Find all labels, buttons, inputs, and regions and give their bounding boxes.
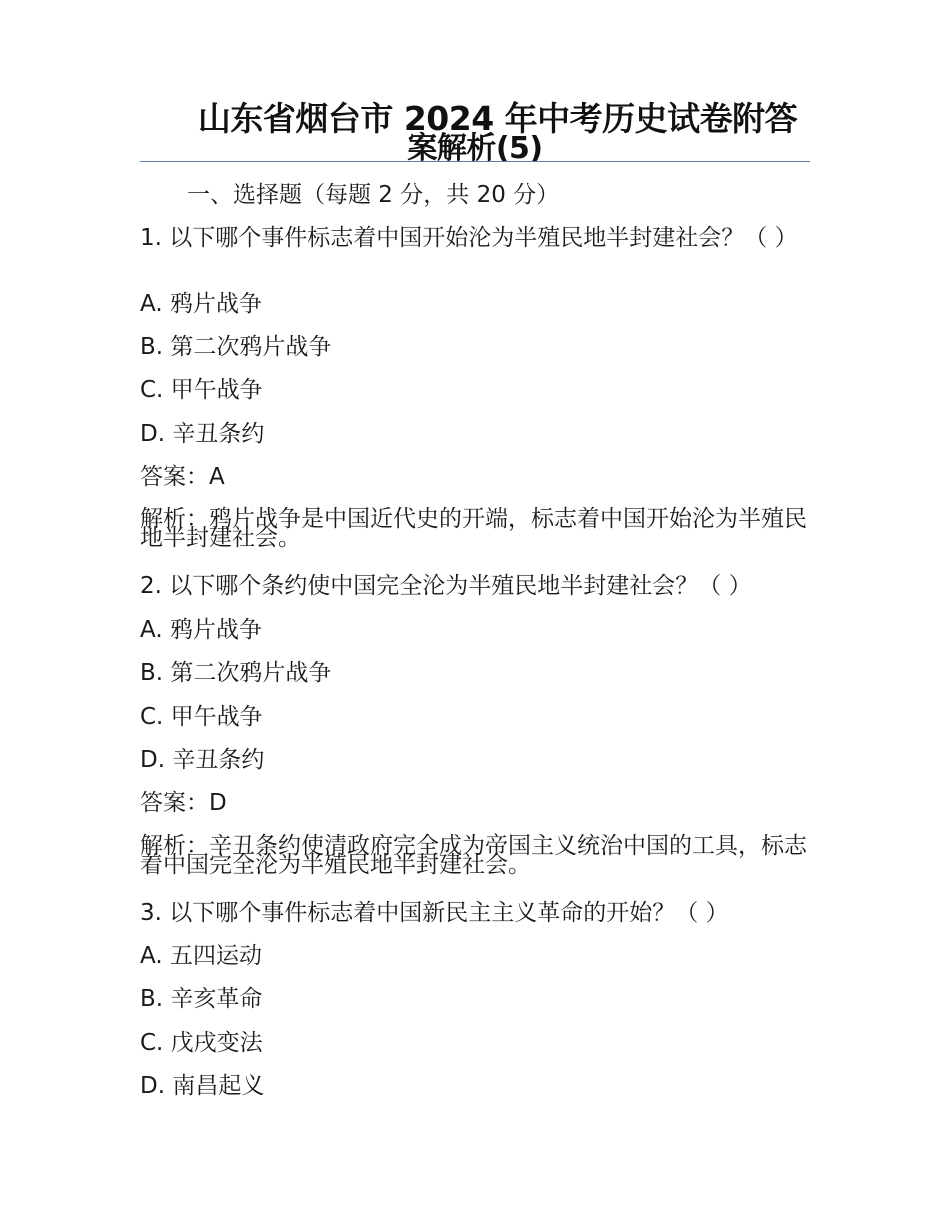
title-underline bbox=[140, 161, 810, 162]
question-3-option-a: A. 五四运动 bbox=[140, 943, 262, 969]
question-1-option-a: A. 鸦片战争 bbox=[140, 291, 262, 317]
question-3-option-d: D. 南昌起义 bbox=[140, 1073, 265, 1099]
question-1-stem: 1. 以下哪个事件标志着中国开始沦为半殖民地半封建社会？（ ） bbox=[140, 225, 798, 251]
question-1-option-b: B. 第二次鸦片战争 bbox=[140, 334, 332, 360]
question-2-option-d: D. 辛丑条约 bbox=[140, 747, 265, 773]
question-2-option-c: C. 甲午战争 bbox=[140, 704, 263, 730]
document-title bbox=[140, 99, 810, 166]
question-3-stem: 3. 以下哪个事件标志着中国新民主主义革命的开始？（ ） bbox=[140, 900, 729, 926]
question-3-option-b: B. 辛亥革命 bbox=[140, 986, 263, 1012]
question-2-answer: 答案：D bbox=[140, 790, 227, 816]
question-1-analysis: 解析：鸦片战争是中国近代史的开端，标志着中国开始沦为半殖民地半封建社会。 bbox=[140, 506, 807, 551]
question-2-option-a: A. 鸦片战争 bbox=[140, 617, 262, 643]
question-2-stem: 2. 以下哪个条约使中国完全沦为半殖民地半封建社会？（ ） bbox=[140, 573, 752, 599]
question-2-analysis: 解析：辛丑条约使清政府完全成为帝国主义统治中国的工具，标志着中国完全沦为半殖民地半封建社会。 bbox=[140, 833, 807, 878]
section-heading: 一、选择题（每题 2 分，共 20 分） bbox=[187, 182, 560, 208]
title-line-2: 案解析(5) bbox=[407, 131, 543, 166]
question-1-answer: 答案：A bbox=[140, 464, 225, 490]
title-line-1: 山东省烟台市 2024 年中考历史试卷附答 bbox=[197, 99, 798, 138]
question-2-option-b: B. 第二次鸦片战争 bbox=[140, 660, 332, 686]
question-1-option-c: C. 甲午战争 bbox=[140, 377, 263, 403]
question-1-option-d: D. 辛丑条约 bbox=[140, 421, 265, 447]
question-3-option-c: C. 戊戌变法 bbox=[140, 1030, 263, 1056]
